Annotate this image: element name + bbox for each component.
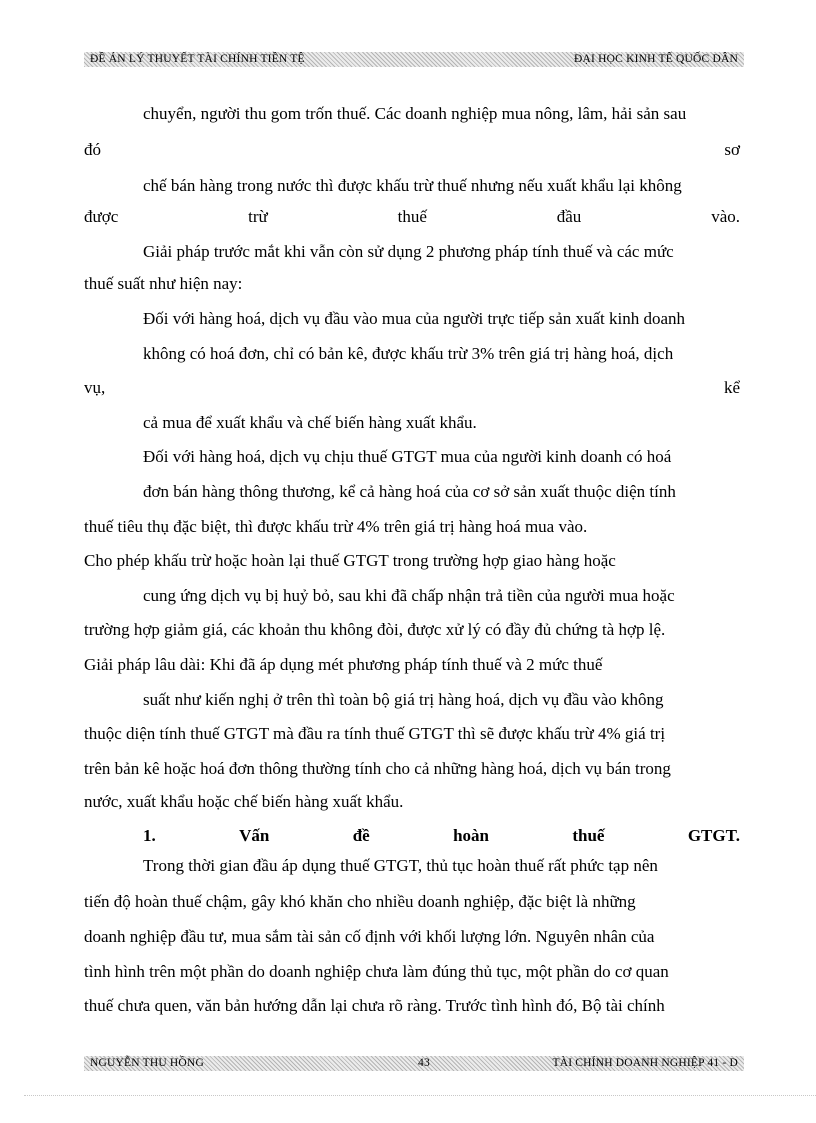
- body-line: đơn bán hàng thông thương, kể cả hàng hoá của cơ sở sản xuất thuộc diện tính: [143, 482, 676, 501]
- justified-word: thuế: [572, 826, 605, 845]
- page-footer: [84, 1056, 744, 1071]
- justified-word: trừ: [248, 207, 268, 226]
- justified-word: vào.: [711, 207, 740, 226]
- justified-word: GTGT.: [687, 826, 740, 845]
- page-number: 43: [418, 1057, 430, 1069]
- body-line: nước, xuất khẩu hoặc chế biến hàng xuất khẩu.: [84, 792, 404, 811]
- justified-word: 1.: [143, 826, 156, 845]
- body-line: Giải pháp trước mắt khi vẫn còn sử dụng 2 phương pháp tính thuế và các mức: [143, 242, 674, 261]
- header-left-text: ĐỀ ÁN LÝ THUYẾT TÀI CHÍNH TIỀN TỆ: [90, 53, 305, 65]
- justified-word: đó: [84, 140, 101, 159]
- body-line: Cho phép khấu trừ hoặc hoàn lại thuế GTGT trong trường hợp giao hàng hoặc: [84, 551, 616, 570]
- section-heading: [143, 826, 740, 846]
- body-line: chuyển, người thu gom trốn thuế. Các doanh nghiệp mua nông, lâm, hải sản sau: [143, 104, 687, 123]
- body-line: Đối với hàng hoá, dịch vụ chịu thuế GTGT mua của người kinh doanh có hoá: [143, 447, 672, 466]
- justified-word: kể: [723, 378, 740, 397]
- justified-word: thuế tiêu thụ đặc biệt, thì được khấu trừ 4% trên giá trị hàng hoá mua vào.: [84, 517, 588, 536]
- body-line: thuộc diện tính thuế GTGT mà đầu ra tính thuế GTGT thì sẽ được khấu trừ 4% giá trị: [84, 724, 666, 743]
- body-line: suất như kiến nghị ở trên thì toàn bộ giá trị hàng hoá, dịch vụ đầu vào không: [143, 690, 664, 709]
- body-line: [84, 207, 740, 227]
- body-line: Đối với hàng hoá, dịch vụ đầu vào mua của người trực tiếp sản xuất kinh doanh: [143, 309, 686, 328]
- header-right-text: ĐẠI HỌC KINH TẾ QUỐC DÂN: [574, 53, 738, 65]
- body-line: Trong thời gian đầu áp dụng thuế GTGT, thủ tục hoàn thuế rất phức tạp nên: [143, 856, 658, 875]
- body-line: [84, 517, 740, 537]
- justified-word: vụ,: [84, 378, 106, 397]
- justified-word: hoàn: [453, 826, 489, 845]
- page-edge-divider: [24, 1095, 816, 1096]
- justified-word: thuế: [397, 207, 427, 226]
- body-line: cả mua để xuất khẩu và chế biến hàng xuất khẩu.: [143, 413, 477, 432]
- page-header: [84, 52, 744, 67]
- justified-word: sơ: [724, 140, 740, 159]
- body-line: chế bán hàng trong nước thì được khấu trừ thuế nhưng nếu xuất khẩu lại không: [143, 176, 682, 195]
- body-line: [84, 140, 740, 160]
- body-line: tình hình trên một phần do doanh nghiệp chưa làm đúng thủ tục, một phần do cơ quan: [84, 962, 669, 981]
- body-line: [84, 378, 740, 398]
- justified-word: được: [84, 207, 119, 226]
- body-line: thuế chưa quen, văn bản hướng dẫn lại chưa rõ ràng. Trước tình hình đó, Bộ tài chính: [84, 996, 665, 1015]
- footer-class: TÀI CHÍNH DOANH NGHIỆP 41 - D: [552, 1057, 738, 1069]
- body-line: Giải pháp lâu dài: Khi đã áp dụng mét phương pháp tính thuế và 2 mức thuế: [84, 655, 603, 674]
- body-line: trường hợp giảm giá, các khoản thu không đòi, được xử lý có đầy đủ chứng tà hợp lệ.: [84, 620, 666, 639]
- body-line: cung ứng dịch vụ bị huỷ bỏ, sau khi đã chấp nhận trả tiền của người mua hoặc: [143, 586, 675, 605]
- body-line: doanh nghiệp đầu tư, mua sắm tài sản cố định với khối lượng lớn. Nguyên nhân của: [84, 927, 655, 946]
- body-line: trên bản kê hoặc hoá đơn thông thường tính cho cả những hàng hoá, dịch vụ bán trong: [84, 759, 671, 778]
- body-line: không có hoá đơn, chỉ có bản kê, được khấu trừ 3% trên giá trị hàng hoá, dịch: [143, 344, 674, 363]
- body-line: tiến độ hoàn thuế chậm, gây khó khăn cho nhiều doanh nghiệp, đặc biệt là những: [84, 892, 636, 911]
- body-line: thuế suất như hiện nay:: [84, 274, 243, 293]
- justified-word: đầu: [556, 207, 582, 226]
- footer-author: NGUYỄN THU HỒNG: [90, 1057, 204, 1069]
- justified-word: Vấn: [239, 826, 270, 845]
- justified-word: đề: [352, 826, 370, 845]
